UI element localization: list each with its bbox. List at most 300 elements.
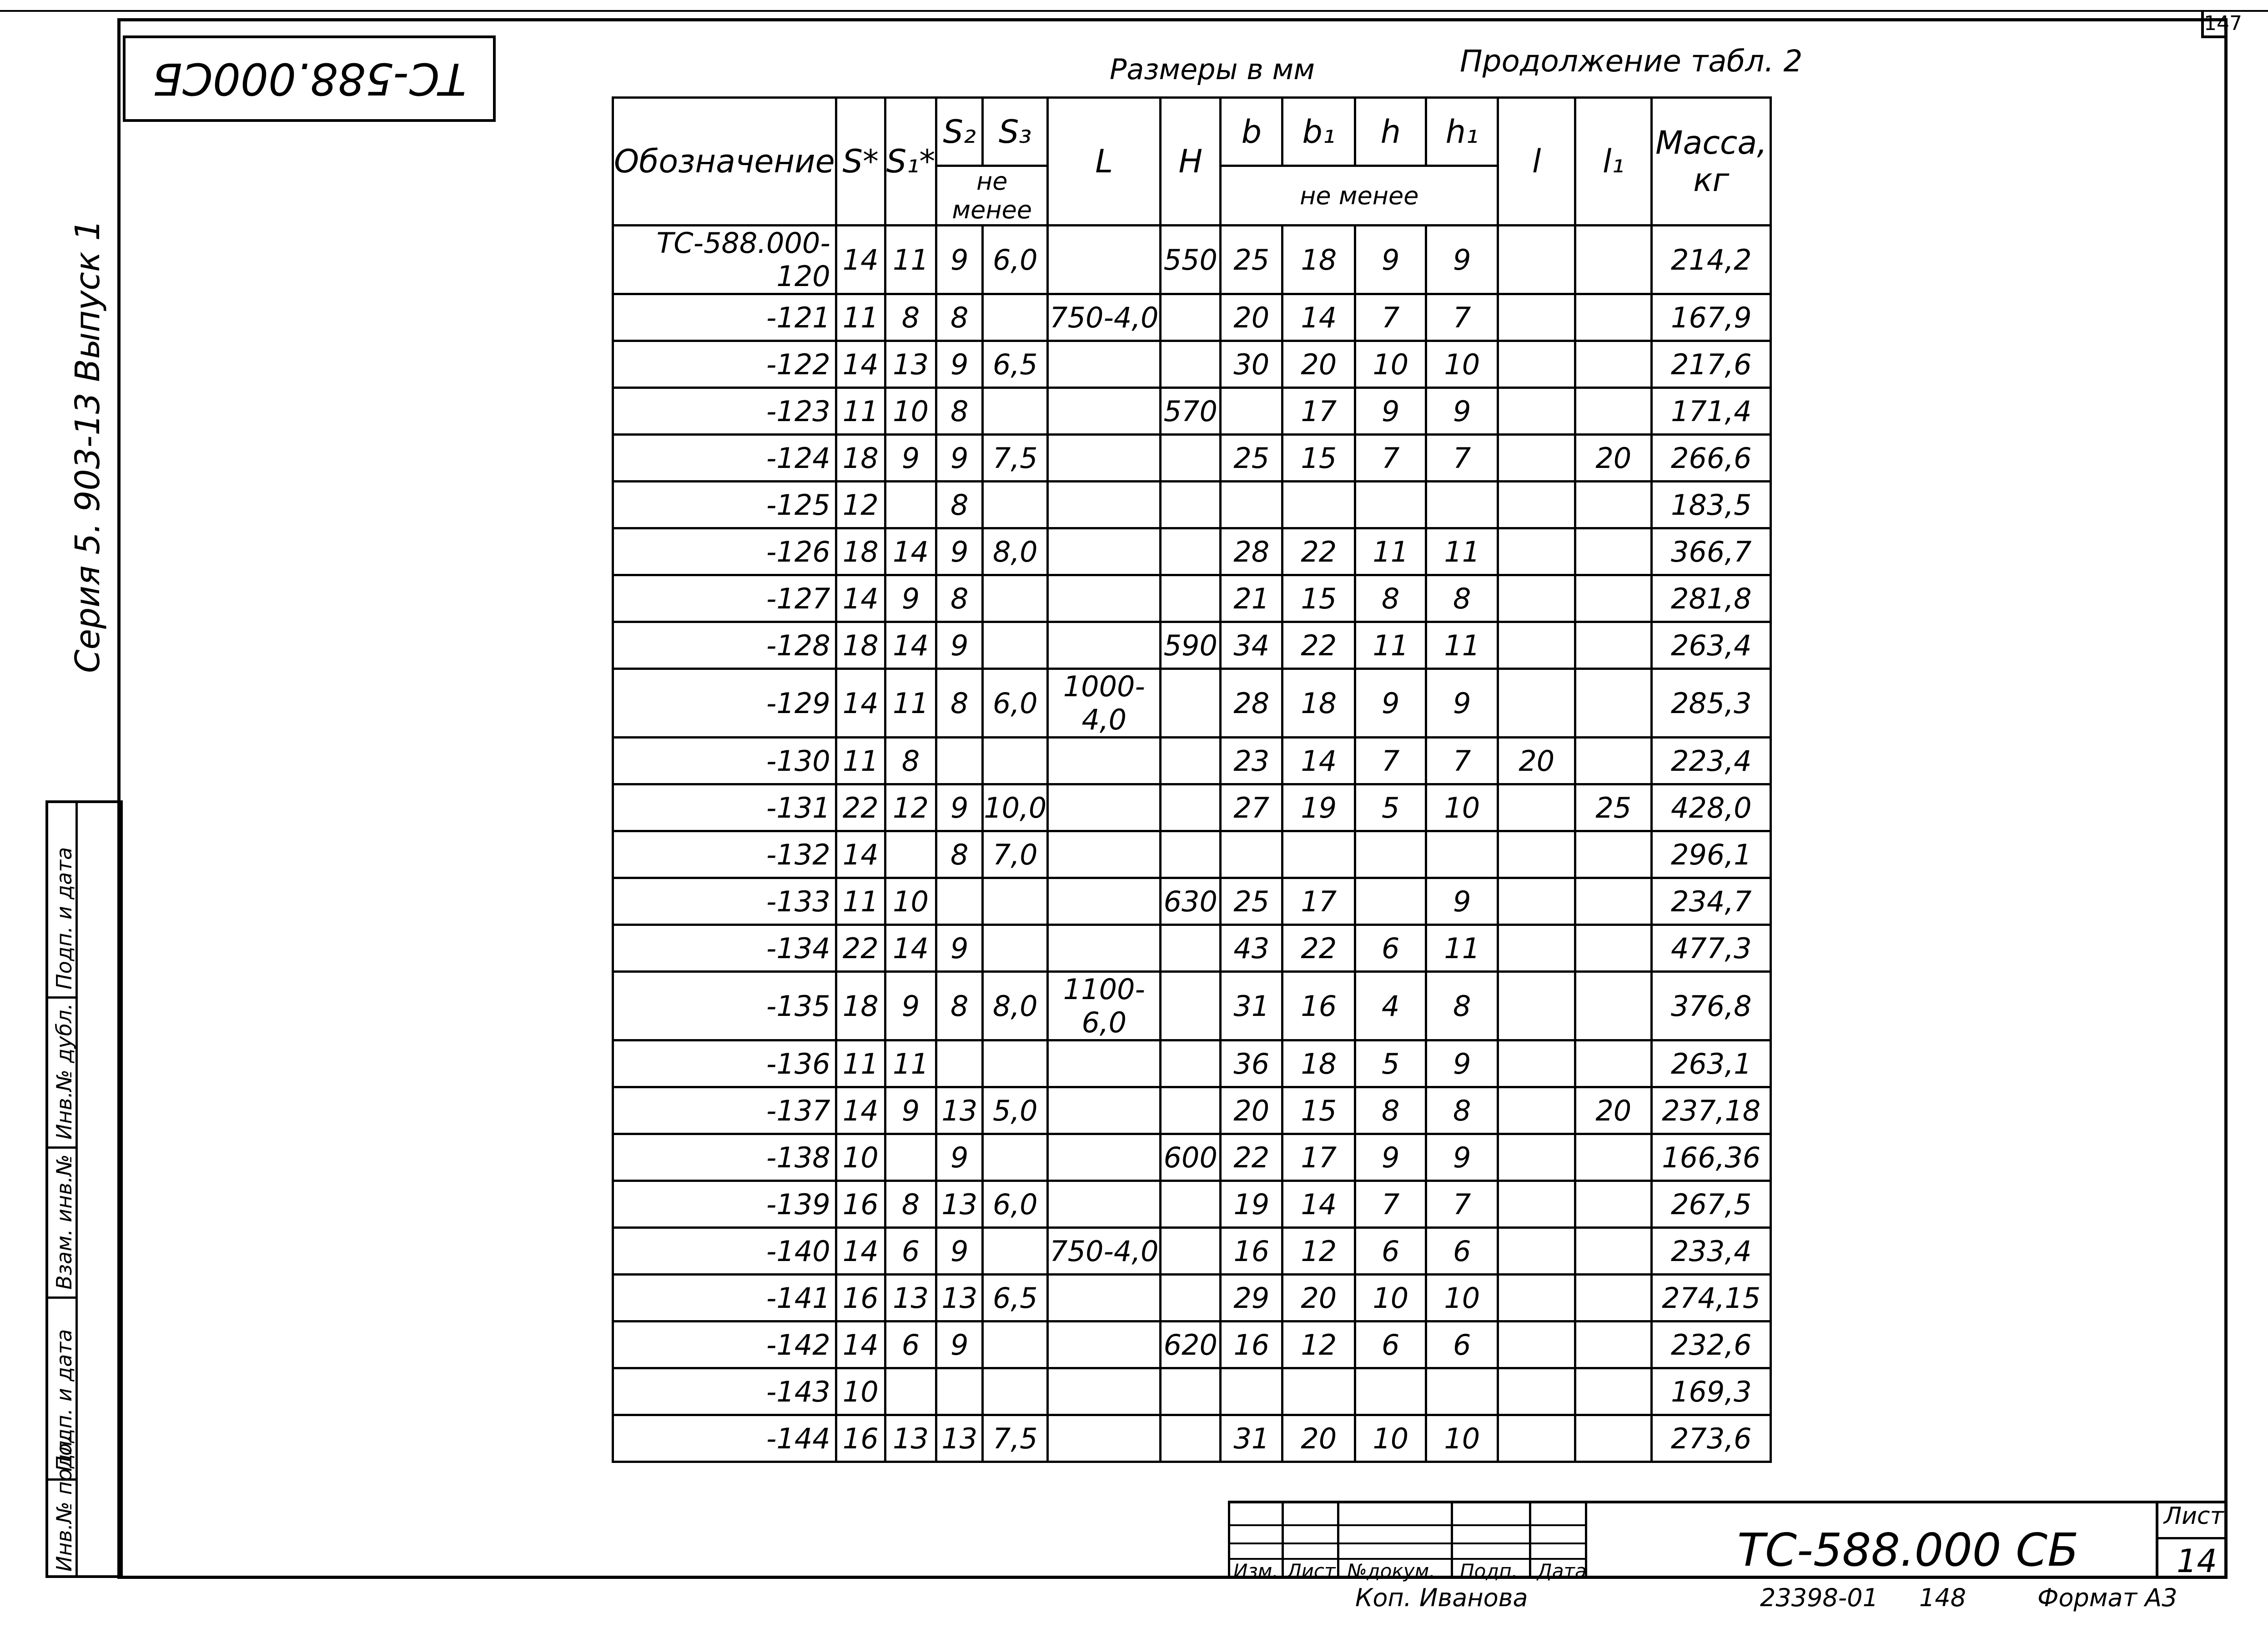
table-cell bbox=[936, 878, 983, 925]
table-cell: 11 bbox=[885, 669, 936, 738]
table-cell bbox=[983, 482, 1048, 528]
designation-cell: -139 bbox=[613, 1181, 836, 1228]
table-cell: 6 bbox=[1426, 1228, 1498, 1275]
stamp-cell-2 bbox=[48, 999, 75, 1149]
table-cell: 9 bbox=[1426, 226, 1498, 294]
table-row bbox=[613, 341, 1771, 388]
table-cell bbox=[1498, 1134, 1575, 1181]
table-cell: 11 bbox=[836, 294, 885, 341]
table-row bbox=[613, 1321, 1771, 1368]
table-cell bbox=[983, 575, 1048, 622]
spine-text-holder bbox=[68, 219, 109, 705]
table-cell: 7,5 bbox=[983, 435, 1048, 482]
table-cell: 12 bbox=[1282, 1228, 1355, 1275]
table-row bbox=[613, 925, 1771, 972]
table-cell bbox=[1048, 1415, 1161, 1462]
col-header: l₁ bbox=[1575, 98, 1652, 226]
table-cell: 376,8 bbox=[1652, 972, 1771, 1040]
grid-line bbox=[1228, 1543, 1587, 1544]
table-cell: 9 bbox=[1426, 878, 1498, 925]
table-cell: 12 bbox=[885, 784, 936, 831]
table-cell: 14 bbox=[836, 1228, 885, 1275]
table-cell: 9 bbox=[1355, 1134, 1426, 1181]
table-cell bbox=[885, 1134, 936, 1181]
table-cell: 366,7 bbox=[1652, 528, 1771, 575]
table-row bbox=[613, 482, 1771, 528]
table-cell: 6 bbox=[1355, 1228, 1426, 1275]
table-cell: 9 bbox=[1426, 669, 1498, 738]
table-cell bbox=[1048, 388, 1161, 435]
table-cell: 14 bbox=[1282, 738, 1355, 784]
table-cell: 8 bbox=[936, 669, 983, 738]
table-cell: 16 bbox=[1282, 972, 1355, 1040]
table-cell: 8 bbox=[1426, 575, 1498, 622]
table-cell bbox=[1221, 1368, 1282, 1415]
table-cell bbox=[885, 1368, 936, 1415]
table-cell bbox=[1161, 435, 1221, 482]
table-cell bbox=[1575, 1228, 1652, 1275]
table-cell: 1100-6,0 bbox=[1048, 972, 1161, 1040]
table-cell bbox=[936, 1040, 983, 1087]
table-cell: 8 bbox=[936, 388, 983, 435]
table-row bbox=[613, 1040, 1771, 1087]
table-cell: 23 bbox=[1221, 738, 1282, 784]
label-data: Дата bbox=[1537, 1560, 1587, 1582]
sheet-divider bbox=[2158, 1537, 2228, 1539]
table-cell: 25 bbox=[1575, 784, 1652, 831]
table-cell: 7 bbox=[1355, 1181, 1426, 1228]
table-cell: 10 bbox=[1426, 1275, 1498, 1321]
table-row bbox=[613, 878, 1771, 925]
table-cell: 13 bbox=[885, 1415, 936, 1462]
table-cell: 166,36 bbox=[1652, 1134, 1771, 1181]
table-cell: 6 bbox=[1426, 1321, 1498, 1368]
table-cell: 16 bbox=[1221, 1228, 1282, 1275]
table-cell bbox=[983, 1368, 1048, 1415]
table-cell: 7 bbox=[1426, 1181, 1498, 1228]
table-cell: 11 bbox=[836, 1040, 885, 1087]
table-cell bbox=[1048, 1181, 1161, 1228]
table-cell bbox=[1575, 925, 1652, 972]
table-cell: 18 bbox=[836, 435, 885, 482]
table-cell bbox=[1575, 1181, 1652, 1228]
table-cell: 11 bbox=[1426, 528, 1498, 575]
table-cell bbox=[1048, 925, 1161, 972]
table-cell bbox=[1498, 972, 1575, 1040]
table-row bbox=[613, 669, 1771, 738]
col-subheader: не менее bbox=[936, 166, 1048, 226]
table-cell bbox=[1575, 669, 1652, 738]
table-cell: 9 bbox=[1426, 388, 1498, 435]
page-number: 147 bbox=[2201, 12, 2228, 38]
table-cell bbox=[1161, 669, 1221, 738]
designation-cell: -137 bbox=[613, 1087, 836, 1134]
table-cell bbox=[885, 831, 936, 878]
designation-cell: -143 bbox=[613, 1368, 836, 1415]
table-cell: 263,1 bbox=[1652, 1040, 1771, 1087]
table-cell bbox=[1161, 738, 1221, 784]
col-header: h bbox=[1355, 98, 1426, 166]
table-cell bbox=[1498, 1415, 1575, 1462]
table-cell: 8 bbox=[885, 294, 936, 341]
table-cell: 8 bbox=[1426, 1087, 1498, 1134]
table-cell: 8 bbox=[1355, 575, 1426, 622]
table-cell: 214,2 bbox=[1652, 226, 1771, 294]
table-cell bbox=[1161, 294, 1221, 341]
table-cell bbox=[983, 294, 1048, 341]
table-cell: 9 bbox=[885, 435, 936, 482]
designation-cell: -121 bbox=[613, 294, 836, 341]
table-cell: 18 bbox=[836, 622, 885, 669]
table-cell: 11 bbox=[1426, 925, 1498, 972]
designation-cell: -140 bbox=[613, 1228, 836, 1275]
table-cell: 6,0 bbox=[983, 1181, 1048, 1228]
table-cell: 34 bbox=[1221, 622, 1282, 669]
table-row bbox=[613, 294, 1771, 341]
table-cell: 5,0 bbox=[983, 1087, 1048, 1134]
table-cell: 13 bbox=[936, 1181, 983, 1228]
table-cell: 22 bbox=[836, 925, 885, 972]
table-cell: 233,4 bbox=[1652, 1228, 1771, 1275]
table-cell: 14 bbox=[836, 575, 885, 622]
table-cell bbox=[1282, 482, 1355, 528]
table-cell: 9 bbox=[936, 1134, 983, 1181]
col-header: H bbox=[1161, 98, 1221, 226]
table-cell bbox=[1498, 925, 1575, 972]
designation-cell: -136 bbox=[613, 1040, 836, 1087]
designation-cell: -141 bbox=[613, 1275, 836, 1321]
table-cell: 22 bbox=[1221, 1134, 1282, 1181]
designation-cell: -142 bbox=[613, 1321, 836, 1368]
table-cell: 4 bbox=[1355, 972, 1426, 1040]
table-cell bbox=[1161, 972, 1221, 1040]
table-cell: 30 bbox=[1221, 341, 1282, 388]
table-cell: 28 bbox=[1221, 528, 1282, 575]
table-cell: 600 bbox=[1161, 1134, 1221, 1181]
table-cell: 11 bbox=[836, 388, 885, 435]
sizes-note: Размеры в мм bbox=[1110, 53, 1315, 86]
table-cell bbox=[1048, 622, 1161, 669]
table-cell bbox=[1048, 1087, 1161, 1134]
col-header: L bbox=[1048, 98, 1161, 226]
table-cell: 274,15 bbox=[1652, 1275, 1771, 1321]
table-cell bbox=[1048, 1321, 1161, 1368]
table-cell: 18 bbox=[1282, 1040, 1355, 1087]
designation-cell: -132 bbox=[613, 831, 836, 878]
designation-cell: -131 bbox=[613, 784, 836, 831]
table-cell: 14 bbox=[836, 1087, 885, 1134]
table-cell: 273,6 bbox=[1652, 1415, 1771, 1462]
table-cell bbox=[1575, 878, 1652, 925]
table-cell bbox=[983, 738, 1048, 784]
table-cell: 6,5 bbox=[983, 1275, 1048, 1321]
table-cell: 1000-4,0 bbox=[1048, 669, 1161, 738]
table-cell: 9 bbox=[936, 1321, 983, 1368]
table-cell bbox=[1426, 831, 1498, 878]
table-cell bbox=[1161, 1228, 1221, 1275]
table-cell: 428,0 bbox=[1652, 784, 1771, 831]
table-cell bbox=[1282, 1368, 1355, 1415]
table-cell bbox=[983, 1228, 1048, 1275]
table-cell: 7 bbox=[1426, 738, 1498, 784]
table-cell bbox=[1575, 575, 1652, 622]
table-cell: 29 bbox=[1221, 1275, 1282, 1321]
table-cell: 22 bbox=[1282, 925, 1355, 972]
table-row bbox=[613, 1415, 1771, 1462]
dimensions-table bbox=[612, 96, 1772, 1463]
table-cell: 11 bbox=[836, 878, 885, 925]
table-cell: 18 bbox=[1282, 226, 1355, 294]
table-cell bbox=[1048, 1040, 1161, 1087]
table-cell: 18 bbox=[836, 528, 885, 575]
table-cell: 13 bbox=[885, 1275, 936, 1321]
table-cell: 14 bbox=[836, 669, 885, 738]
table-cell: 6 bbox=[885, 1321, 936, 1368]
table-cell: 550 bbox=[1161, 226, 1221, 294]
table-cell: 25 bbox=[1221, 435, 1282, 482]
table-cell bbox=[1161, 925, 1221, 972]
table-cell: 234,7 bbox=[1652, 878, 1771, 925]
table-cell: 13 bbox=[885, 341, 936, 388]
table-cell bbox=[1575, 294, 1652, 341]
col-header: Обозначение bbox=[613, 98, 836, 226]
table-cell bbox=[885, 482, 936, 528]
table-cell bbox=[1498, 1181, 1575, 1228]
table-cell bbox=[1048, 878, 1161, 925]
table-cell: 9 bbox=[936, 784, 983, 831]
table-cell bbox=[1575, 831, 1652, 878]
table-cell: 9 bbox=[936, 528, 983, 575]
table-cell: 16 bbox=[836, 1275, 885, 1321]
table-cell: 15 bbox=[1282, 1087, 1355, 1134]
designation-cell: -138 bbox=[613, 1134, 836, 1181]
table-cell: 11 bbox=[885, 226, 936, 294]
table-cell bbox=[1161, 831, 1221, 878]
top-edge-line bbox=[0, 10, 2268, 12]
table-row bbox=[613, 388, 1771, 435]
table-cell bbox=[1575, 1415, 1652, 1462]
table-cell bbox=[1221, 388, 1282, 435]
table-cell: 7 bbox=[1426, 435, 1498, 482]
table-cell bbox=[1048, 738, 1161, 784]
table-cell bbox=[1498, 1040, 1575, 1087]
col-header: Масса, кг bbox=[1652, 98, 1771, 226]
table-cell: 10 bbox=[836, 1134, 885, 1181]
table-cell: 11 bbox=[885, 1040, 936, 1087]
table-cell: 9 bbox=[1355, 226, 1426, 294]
table-cell: 20 bbox=[1282, 1275, 1355, 1321]
table-cell: 9 bbox=[885, 972, 936, 1040]
table-cell: 10 bbox=[1426, 784, 1498, 831]
table-cell: 17 bbox=[1282, 388, 1355, 435]
table-cell bbox=[1161, 1087, 1221, 1134]
table-cell bbox=[1161, 784, 1221, 831]
label-izm: Изм. bbox=[1233, 1560, 1278, 1582]
stamp-cell-3 bbox=[48, 1149, 75, 1299]
table-cell: 18 bbox=[1282, 669, 1355, 738]
table-cell bbox=[1498, 1368, 1575, 1415]
table-cell: 16 bbox=[1221, 1321, 1282, 1368]
side-stamp bbox=[45, 800, 123, 1578]
page-no-bottom: 148 bbox=[1919, 1583, 1966, 1612]
table-cell: 223,4 bbox=[1652, 738, 1771, 784]
table-cell bbox=[1498, 575, 1575, 622]
table-cell: 6 bbox=[885, 1228, 936, 1275]
table-cell: 7 bbox=[1426, 294, 1498, 341]
table-cell: 296,1 bbox=[1652, 831, 1771, 878]
table-cell: 10,0 bbox=[983, 784, 1048, 831]
col-header: h₁ bbox=[1426, 98, 1498, 166]
table-cell: 8 bbox=[1355, 1087, 1426, 1134]
table-cell bbox=[1575, 388, 1652, 435]
table-cell: 6,5 bbox=[983, 341, 1048, 388]
table-cell: 13 bbox=[936, 1415, 983, 1462]
table-row bbox=[613, 1087, 1771, 1134]
table-row bbox=[613, 575, 1771, 622]
table-cell: 8 bbox=[936, 482, 983, 528]
table-cell: 13 bbox=[936, 1275, 983, 1321]
col-header: S₁* bbox=[885, 98, 936, 226]
table-cell bbox=[1498, 226, 1575, 294]
table-cell bbox=[1048, 1275, 1161, 1321]
table-cell: 17 bbox=[1282, 1134, 1355, 1181]
table-cell: 9 bbox=[1355, 669, 1426, 738]
designation-cell: -122 bbox=[613, 341, 836, 388]
designation-cell: -127 bbox=[613, 575, 836, 622]
table-cell bbox=[1426, 1368, 1498, 1415]
table-cell: 8 bbox=[1426, 972, 1498, 1040]
table-cell: 9 bbox=[936, 226, 983, 294]
col-header: b₁ bbox=[1282, 98, 1355, 166]
table-cell bbox=[1498, 1275, 1575, 1321]
table-cell: 17 bbox=[1282, 878, 1355, 925]
table-cell bbox=[983, 1134, 1048, 1181]
designation-cell: -128 bbox=[613, 622, 836, 669]
table-cell bbox=[1221, 831, 1282, 878]
table-cell bbox=[983, 925, 1048, 972]
table-cell: 20 bbox=[1575, 1087, 1652, 1134]
table-cell: 9 bbox=[936, 341, 983, 388]
table-cell: 20 bbox=[1575, 435, 1652, 482]
table-cell: 18 bbox=[836, 972, 885, 1040]
table-cell bbox=[1161, 1181, 1221, 1228]
table-cell: 171,4 bbox=[1652, 388, 1771, 435]
designation-cell: -125 bbox=[613, 482, 836, 528]
table-cell bbox=[1498, 341, 1575, 388]
table-cell: 7,0 bbox=[983, 831, 1048, 878]
table-cell: 281,8 bbox=[1652, 575, 1771, 622]
table-row bbox=[613, 226, 1771, 294]
order-number: 23398-01 bbox=[1760, 1583, 1878, 1612]
table-cell bbox=[1498, 669, 1575, 738]
table-cell: 22 bbox=[1282, 528, 1355, 575]
table-cell: 266,6 bbox=[1652, 435, 1771, 482]
table-cell: 10 bbox=[1355, 341, 1426, 388]
table-cell: 10 bbox=[885, 388, 936, 435]
table-cell: 7 bbox=[1355, 738, 1426, 784]
table-cell bbox=[1575, 738, 1652, 784]
table-cell bbox=[983, 1321, 1048, 1368]
stamp-cell-1 bbox=[48, 803, 75, 999]
table-cell: 15 bbox=[1282, 435, 1355, 482]
table-cell: 20 bbox=[1498, 738, 1575, 784]
designation-cell: ТС-588.000-120 bbox=[613, 226, 836, 294]
table-row bbox=[613, 784, 1771, 831]
table-cell: 8 bbox=[936, 972, 983, 1040]
table-cell: 10 bbox=[836, 1368, 885, 1415]
table-cell bbox=[1355, 878, 1426, 925]
table-cell bbox=[1575, 1321, 1652, 1368]
stamp-cell-5 bbox=[48, 1434, 76, 1575]
col-header: S₂ bbox=[936, 98, 983, 166]
col-header: b bbox=[1221, 98, 1282, 166]
table-cell: 11 bbox=[836, 738, 885, 784]
sheet-label: Лист bbox=[2164, 1502, 2224, 1530]
table-cell: 11 bbox=[1355, 528, 1426, 575]
table-cell: 19 bbox=[1282, 784, 1355, 831]
stamp-label: Инв.№ дубл. bbox=[52, 1003, 76, 1140]
table-cell: 19 bbox=[1221, 1181, 1282, 1228]
table-cell: 8 bbox=[936, 575, 983, 622]
table-cell bbox=[1575, 1134, 1652, 1181]
table-cell bbox=[1498, 388, 1575, 435]
title-block-labels bbox=[1228, 1560, 1587, 1582]
table-cell: 14 bbox=[885, 622, 936, 669]
table-cell: 7 bbox=[1355, 294, 1426, 341]
table-cell bbox=[1575, 226, 1652, 294]
table-cell: 183,5 bbox=[1652, 482, 1771, 528]
table-row bbox=[613, 1181, 1771, 1228]
table-cell: 169,3 bbox=[1652, 1368, 1771, 1415]
table-cell: 12 bbox=[836, 482, 885, 528]
table-cell bbox=[1575, 1040, 1652, 1087]
table-cell: 14 bbox=[885, 528, 936, 575]
table-cell: 20 bbox=[1282, 341, 1355, 388]
designation-cell: -126 bbox=[613, 528, 836, 575]
designation-cell: -134 bbox=[613, 925, 836, 972]
table-cell bbox=[1575, 1368, 1652, 1415]
table-cell bbox=[1161, 1040, 1221, 1087]
table-cell bbox=[1498, 1321, 1575, 1368]
table-cell: 31 bbox=[1221, 972, 1282, 1040]
table-cell bbox=[1498, 1228, 1575, 1275]
table-cell: 620 bbox=[1161, 1321, 1221, 1368]
stamp-label: Подп. и дата bbox=[52, 847, 76, 990]
sheet-number: 14 bbox=[2177, 1543, 2218, 1580]
table-cell: 22 bbox=[1282, 622, 1355, 669]
table-cell bbox=[1048, 341, 1161, 388]
grid-line bbox=[1228, 1524, 1587, 1526]
table-cell bbox=[1426, 482, 1498, 528]
table-cell bbox=[1498, 831, 1575, 878]
table-cell: 9 bbox=[936, 1228, 983, 1275]
table-cell bbox=[983, 1040, 1048, 1087]
table-cell: 10 bbox=[1426, 1415, 1498, 1462]
table-cell: 25 bbox=[1221, 878, 1282, 925]
table-cell: 590 bbox=[1161, 622, 1221, 669]
table-row bbox=[613, 1134, 1771, 1181]
table-cell: 8,0 bbox=[983, 972, 1048, 1040]
table-cell: 9 bbox=[1355, 388, 1426, 435]
table-cell: 20 bbox=[1282, 1415, 1355, 1462]
table-cell: 8 bbox=[936, 831, 983, 878]
spine-text: Серия 5. 903-13 Выпуск 1 bbox=[68, 219, 107, 673]
table-cell bbox=[1498, 878, 1575, 925]
table-cell: 14 bbox=[836, 831, 885, 878]
table-cell: 27 bbox=[1221, 784, 1282, 831]
table-cell: 14 bbox=[885, 925, 936, 972]
table-cell bbox=[1498, 1087, 1575, 1134]
